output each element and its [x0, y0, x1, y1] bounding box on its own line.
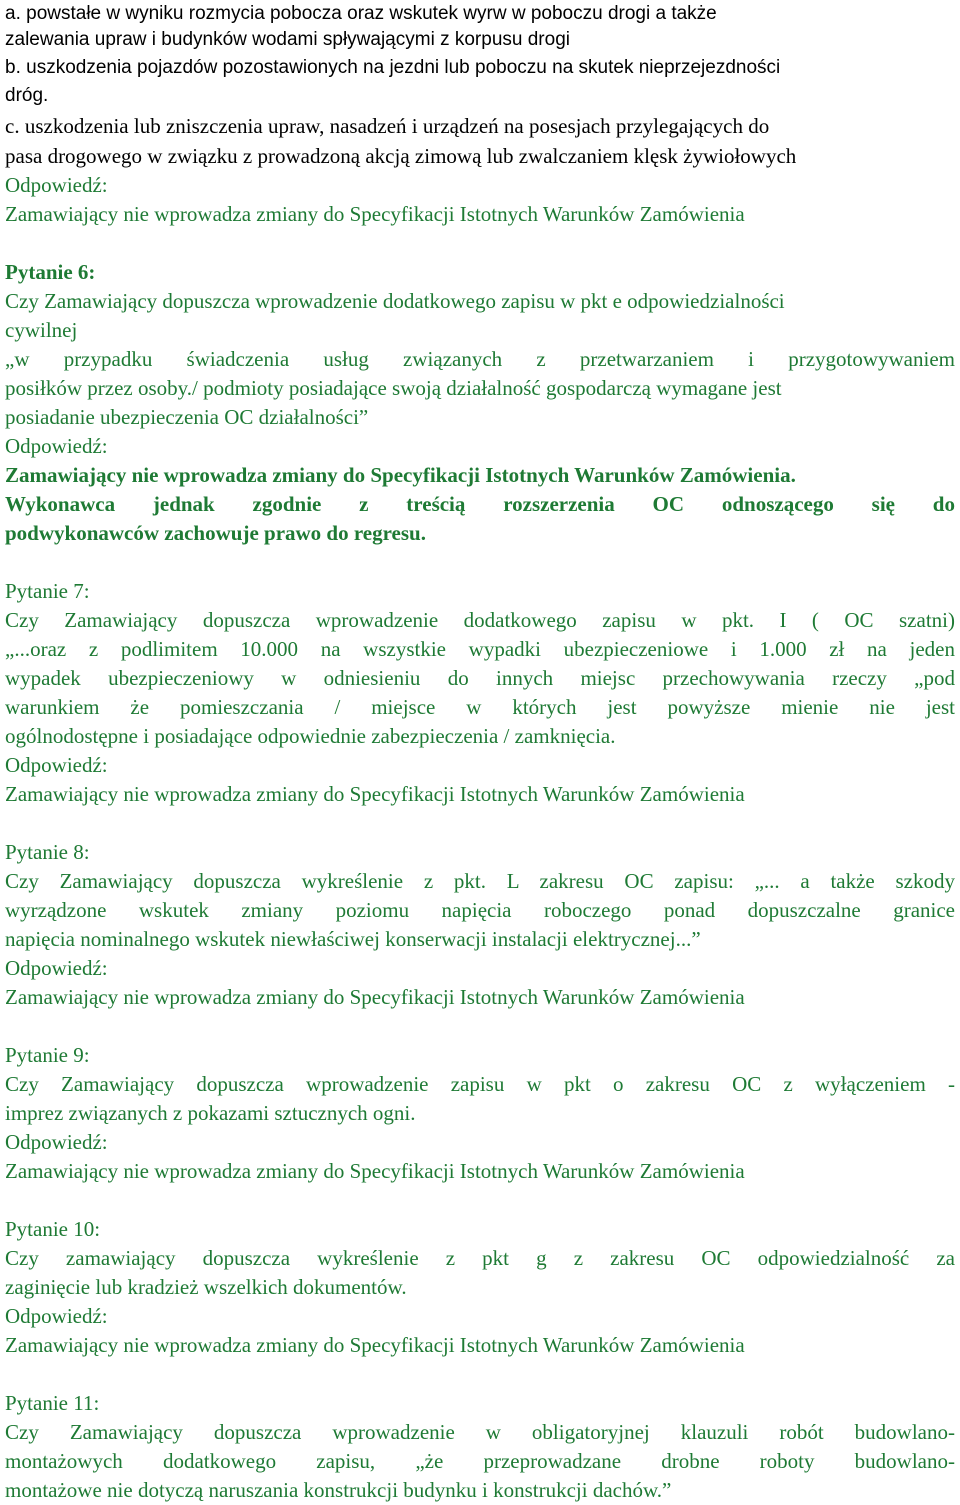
question-text: napięcia nominalnego wskutek niewłaściwej konserwacji instalacji elektrycznej...”	[5, 927, 701, 951]
answer-label: Odpowiedź:	[5, 434, 108, 458]
question-text: imprez związanych z pokazami sztucznych ogni.	[5, 1101, 416, 1125]
answer-label: Odpowiedź:	[5, 753, 108, 777]
answer-text: Wykonawca jednak zgodnie z treścią rozszerzenia OC odnoszącego się do	[5, 492, 955, 516]
question-heading: Pytanie 10:	[5, 1217, 101, 1241]
answer-text: Zamawiający nie wprowadza zmiany do Specyfikacji Istotnych Warunków Zamówienia.	[5, 463, 796, 487]
question-text: Czy Zamawiający dopuszcza wprowadzenie dodatkowego zapisu w pkt. I ( OC szatni)	[5, 608, 955, 632]
question-text: zaginięcie lub kradzież wszelkich dokumentów.	[5, 1275, 407, 1299]
question-heading: Pytanie 7:	[5, 579, 90, 603]
answer-label: Odpowiedź:	[5, 956, 108, 980]
answer-text: Zamawiający nie wprowadza zmiany do Specyfikacji Istotnych Warunków Zamówienia	[5, 1159, 745, 1183]
question-text: Czy Zamawiający dopuszcza wprowadzenie dodatkowego zapisu w pkt e odpowiedzialności	[5, 289, 785, 313]
answer-text: Zamawiający nie wprowadza zmiany do Specyfikacji Istotnych Warunków Zamówienia	[5, 202, 745, 226]
text-line: pasa drogowego w związku z prowadzoną akcją zimową lub zwalczaniem klęsk żywiołowych	[5, 144, 797, 168]
question-text: „...oraz z podlimitem 10.000 na wszystkie wypadki ubezpieczeniowe i 1.000 zł na jeden	[5, 637, 955, 661]
answer-text: podwykonawców zachowuje prawo do regresu.	[5, 521, 426, 545]
text-line: zalewania upraw i budynków wodami spływającymi z korpusu drogi	[5, 29, 570, 50]
question-text: cywilnej	[5, 318, 78, 342]
answer-label: Odpowiedź:	[5, 173, 108, 197]
question-text: posiadanie ubezpieczenia OC działalności”	[5, 405, 369, 429]
question-heading: Pytanie 6:	[5, 260, 96, 284]
answer-text: Zamawiający nie wprowadza zmiany do Specyfikacji Istotnych Warunków Zamówienia	[5, 782, 745, 806]
question-text: Czy Zamawiający dopuszcza wykreślenie z pkt. L zakresu OC zapisu: „... a także szkody	[5, 869, 955, 893]
question-text: warunkiem że pomieszczania / miejsce w których jest powyższe mienie nie jest	[5, 695, 955, 719]
question-text: Czy Zamawiający dopuszcza wprowadzenie w obligatoryjnej klauzuli robót budowlano-	[5, 1420, 955, 1444]
question-heading: Pytanie 11:	[5, 1391, 100, 1415]
text-line: c. uszkodzenia lub zniszczenia upraw, nasadzeń i urządzeń na posesjach przylegających do	[5, 114, 770, 138]
question-text: montażowych dodatkowego zapisu, „że przeprowadzane drobne roboty budowlano-	[5, 1449, 955, 1473]
answer-text: Zamawiający nie wprowadza zmiany do Specyfikacji Istotnych Warunków Zamówienia	[5, 985, 745, 1009]
question-text: ogólnodostępne i posiadające odpowiednie zabezpieczenia / zamknięcia.	[5, 724, 616, 748]
answer-label: Odpowiedź:	[5, 1304, 108, 1328]
question-text: wypadek ubezpieczeniowy w odniesieniu do innych miejsc przechowywania rzeczy „pod	[5, 666, 955, 690]
question-heading: Pytanie 9:	[5, 1043, 90, 1067]
question-text: wyrządzone wskutek zmiany poziomu napięcia roboczego ponad dopuszczalne granice	[5, 898, 955, 922]
question-text: „w przypadku świadczenia usług związanych z przetwarzaniem i przygotowywaniem	[5, 347, 955, 371]
question-heading: Pytanie 8:	[5, 840, 90, 864]
question-text: posiłków przez osoby./ podmioty posiadające swoją działalność gospodarczą wymagane jest	[5, 376, 782, 400]
text-line: a. powstałe w wyniku rozmycia pobocza oraz wskutek wyrw w poboczu drogi a także	[5, 3, 717, 24]
question-text: Czy zamawiający dopuszcza wykreślenie z pkt g z zakresu OC odpowiedzialność za	[5, 1246, 955, 1270]
answer-text: Zamawiający nie wprowadza zmiany do Specyfikacji Istotnych Warunków Zamówienia	[5, 1333, 745, 1357]
question-text: Czy Zamawiający dopuszcza wprowadzenie zapisu w pkt o zakresu OC z wyłączeniem -	[5, 1072, 955, 1096]
text-line: b. uszkodzenia pojazdów pozostawionych na jezdni lub poboczu na skutek nieprzejezdności	[5, 57, 781, 78]
answer-label: Odpowiedź:	[5, 1130, 108, 1154]
question-text: montażowe nie dotyczą naruszania konstrukcji budynku i konstrukcji dachów.”	[5, 1478, 672, 1502]
text-line: dróg.	[5, 85, 49, 106]
